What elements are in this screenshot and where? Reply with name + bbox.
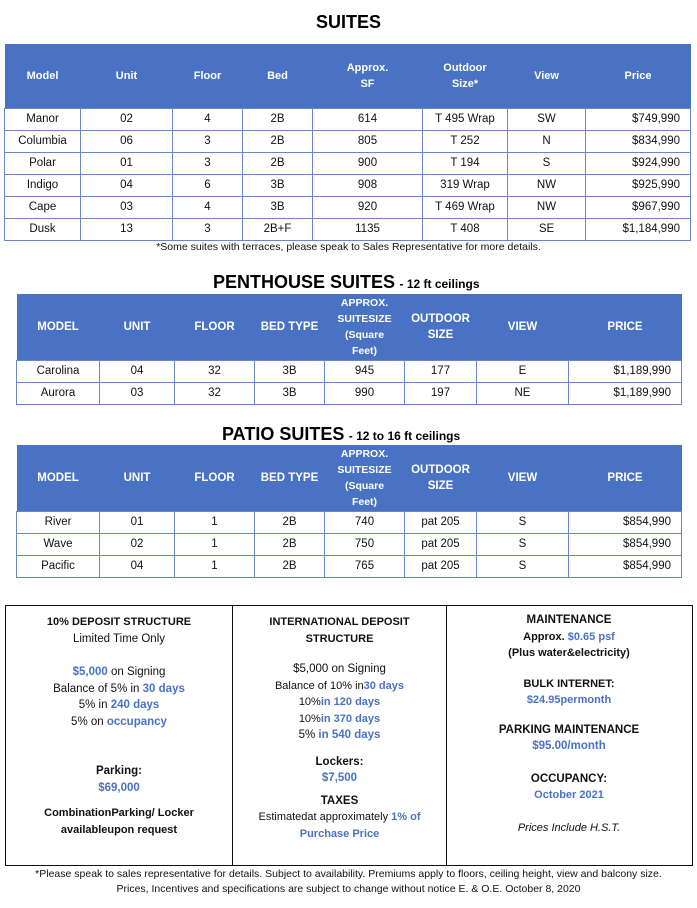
header-cell: Approx. SF bbox=[313, 44, 423, 108]
table-row bbox=[5, 130, 691, 152]
table-cell: 03 bbox=[81, 196, 173, 218]
table-cell: 4 bbox=[173, 196, 243, 218]
footer-line2: Prices, Incentives and specifications are subject to change without notice E. & O.E. October 8, 2020 bbox=[116, 883, 581, 895]
table-cell: $854,990 bbox=[569, 533, 682, 555]
parking-maint-label: PARKING MAINTENANCE bbox=[498, 723, 640, 736]
table-cell: $854,990 bbox=[569, 555, 682, 577]
lockers-price: $7,500 bbox=[321, 772, 358, 784]
intl-title-2: STRUCTURE bbox=[305, 632, 374, 645]
table-cell: 920 bbox=[313, 196, 423, 218]
maintenance-column bbox=[447, 606, 691, 865]
table-cell: $749,990 bbox=[586, 108, 691, 130]
table-cell: 990 bbox=[325, 382, 405, 404]
header-cell: FLOOR bbox=[175, 294, 255, 360]
table-cell: 614 bbox=[313, 108, 423, 130]
deposit-column bbox=[6, 606, 233, 865]
table-row bbox=[5, 218, 691, 240]
table-row bbox=[17, 382, 682, 404]
table-cell: 945 bbox=[325, 360, 405, 382]
header-cell: OUTDOOR SIZE bbox=[405, 445, 477, 511]
header-cell: APPROX. SUITESIZE (Square Feet) bbox=[325, 294, 405, 360]
header-cell: PRICE bbox=[569, 445, 682, 511]
deposit-signing: $5,000 on Signing bbox=[72, 666, 166, 678]
table-cell: Pacific bbox=[17, 555, 100, 577]
header-cell: UNIT bbox=[100, 294, 175, 360]
table-cell: Cape bbox=[5, 196, 81, 218]
table-cell: 13 bbox=[81, 218, 173, 240]
table-cell: S bbox=[477, 555, 569, 577]
table-cell: 740 bbox=[325, 511, 405, 533]
table-cell: 1135 bbox=[313, 218, 423, 240]
table-cell: pat 205 bbox=[405, 555, 477, 577]
table-cell: 197 bbox=[405, 382, 477, 404]
table-cell: 1 bbox=[175, 555, 255, 577]
table-cell: 1 bbox=[175, 511, 255, 533]
table-cell: Aurora bbox=[17, 382, 100, 404]
table-cell: 3 bbox=[173, 218, 243, 240]
table-cell: 2B bbox=[243, 152, 313, 174]
header-cell: Unit bbox=[81, 44, 173, 108]
table-cell: Wave bbox=[17, 533, 100, 555]
table-cell: NE bbox=[477, 382, 569, 404]
table-cell: 2B bbox=[255, 555, 325, 577]
table-cell: T 408 bbox=[423, 218, 508, 240]
table-cell: 3B bbox=[243, 196, 313, 218]
table-cell: T 495 Wrap bbox=[423, 108, 508, 130]
table-cell: S bbox=[477, 533, 569, 555]
table-cell: Manor bbox=[5, 108, 81, 130]
table-cell: $925,990 bbox=[586, 174, 691, 196]
lockers-label: Lockers: bbox=[315, 755, 364, 768]
header-cell: VIEW bbox=[477, 445, 569, 511]
patio-title: PATIO SUITES - 12 to 16 ft ceilings bbox=[222, 424, 461, 444]
penthouse-subtitle: - 12 ft ceilings bbox=[399, 277, 480, 291]
table-cell: SW bbox=[508, 108, 586, 130]
deposit-subtitle: Limited Time Only bbox=[72, 632, 166, 645]
table-cell: 03 bbox=[100, 382, 175, 404]
header-cell: FLOOR bbox=[175, 445, 255, 511]
table-cell: 4 bbox=[173, 108, 243, 130]
maintenance-title: MAINTENANCE bbox=[526, 614, 612, 626]
header-cell: Model bbox=[5, 44, 81, 108]
header-cell: MODEL bbox=[17, 445, 100, 511]
table-cell: 06 bbox=[81, 130, 173, 152]
table-cell: 3B bbox=[255, 360, 325, 382]
table-cell: 04 bbox=[81, 174, 173, 196]
suites-title: SUITES bbox=[315, 12, 381, 32]
intl-title-1: INTERNATIONAL DEPOSIT bbox=[269, 616, 410, 628]
table-cell: 900 bbox=[313, 152, 423, 174]
table-cell: 32 bbox=[175, 382, 255, 404]
deposit-title: 10% DEPOSIT STRUCTURE bbox=[46, 616, 192, 628]
table-cell: Carolina bbox=[17, 360, 100, 382]
table-cell: 3 bbox=[173, 130, 243, 152]
penthouse-table bbox=[16, 294, 682, 405]
table-cell: $854,990 bbox=[569, 511, 682, 533]
table-cell: 319 Wrap bbox=[423, 174, 508, 196]
table-cell: $924,990 bbox=[586, 152, 691, 174]
table-cell: 2B bbox=[243, 108, 313, 130]
suites-note: *Some suites with terraces, please speak to Sales Representative for more details. bbox=[156, 241, 541, 253]
table-cell: NW bbox=[508, 196, 586, 218]
table-cell: T 252 bbox=[423, 130, 508, 152]
hst-note: Prices Include H.S.T. bbox=[517, 821, 621, 834]
header-cell: VIEW bbox=[477, 294, 569, 360]
header-cell: BED TYPE bbox=[255, 294, 325, 360]
header-cell: MODEL bbox=[17, 294, 100, 360]
table-row bbox=[5, 174, 691, 196]
table-cell: T 469 Wrap bbox=[423, 196, 508, 218]
table-cell: 3B bbox=[255, 382, 325, 404]
table-cell: Polar bbox=[5, 152, 81, 174]
international-column bbox=[233, 606, 447, 865]
table-row bbox=[17, 533, 682, 555]
table-cell: $1,184,990 bbox=[586, 218, 691, 240]
header-cell: Price bbox=[586, 44, 691, 108]
taxes-text: Estimatedat approximately 1% of bbox=[258, 811, 421, 823]
deposit-balance: Balance of 5% in 30 days bbox=[53, 682, 185, 695]
patio-table bbox=[16, 445, 682, 578]
table-row bbox=[5, 108, 691, 130]
table-cell: 01 bbox=[100, 511, 175, 533]
table-cell: $834,990 bbox=[586, 130, 691, 152]
table-cell: S bbox=[508, 152, 586, 174]
table-cell: SE bbox=[508, 218, 586, 240]
table-row bbox=[5, 152, 691, 174]
header-cell: Bed bbox=[243, 44, 313, 108]
header-cell: Outdoor Size* bbox=[423, 44, 508, 108]
internet-value: $24.95permonth bbox=[526, 694, 612, 706]
table-cell: 908 bbox=[313, 174, 423, 196]
table-cell: 02 bbox=[100, 533, 175, 555]
table-cell: 32 bbox=[175, 360, 255, 382]
maintenance-plus: (Plus water&electricity) bbox=[508, 647, 630, 659]
table-cell: S bbox=[477, 511, 569, 533]
table-cell: 2B bbox=[243, 130, 313, 152]
table-cell: 02 bbox=[81, 108, 173, 130]
combo-line2: availableupon request bbox=[60, 823, 178, 836]
info-box bbox=[5, 605, 693, 866]
table-cell: 04 bbox=[100, 555, 175, 577]
table-cell: NW bbox=[508, 174, 586, 196]
table-cell: 01 bbox=[81, 152, 173, 174]
table-cell: 04 bbox=[100, 360, 175, 382]
table-cell: 2B+F bbox=[243, 218, 313, 240]
table-cell: 750 bbox=[325, 533, 405, 555]
table-cell: 177 bbox=[405, 360, 477, 382]
taxes-label: TAXES bbox=[320, 794, 359, 807]
table-cell: 2B bbox=[255, 511, 325, 533]
table-cell: Dusk bbox=[5, 218, 81, 240]
intl-line3: 10%in 370 days bbox=[298, 712, 381, 725]
table-cell: Columbia bbox=[5, 130, 81, 152]
header-cell: BED TYPE bbox=[255, 445, 325, 511]
penthouse-title: PENTHOUSE SUITES - 12 ft ceilings bbox=[213, 272, 480, 292]
table-cell: 765 bbox=[325, 555, 405, 577]
patio-subtitle: - 12 to 16 ft ceilings bbox=[348, 429, 461, 443]
table-cell: 6 bbox=[173, 174, 243, 196]
intl-line2: 10%in 120 days bbox=[298, 696, 381, 708]
table-cell: E bbox=[477, 360, 569, 382]
deposit-third: 5% on occupancy bbox=[71, 715, 167, 728]
table-cell: 1 bbox=[175, 533, 255, 555]
header-cell: Floor bbox=[173, 44, 243, 108]
table-cell: $1,189,990 bbox=[569, 382, 682, 404]
occupancy-value: October 2021 bbox=[534, 789, 604, 801]
parking-price: $69,000 bbox=[98, 781, 140, 794]
table-cell: River bbox=[17, 511, 100, 533]
header-cell: View bbox=[508, 44, 586, 108]
table-cell: $967,990 bbox=[586, 196, 691, 218]
table-cell: pat 205 bbox=[405, 533, 477, 555]
suites-table bbox=[4, 44, 691, 241]
taxes-tail: Purchase Price bbox=[299, 827, 380, 840]
header-cell: APPROX. SUITESIZE (Square Feet) bbox=[325, 445, 405, 511]
table-cell: N bbox=[508, 130, 586, 152]
table-row bbox=[17, 555, 682, 577]
table-cell: 805 bbox=[313, 130, 423, 152]
internet-label: BULK INTERNET: bbox=[523, 677, 615, 690]
table-cell: T 194 bbox=[423, 152, 508, 174]
table-row bbox=[17, 360, 682, 382]
occupancy-label: OCCUPANCY: bbox=[530, 772, 608, 785]
table-row bbox=[17, 511, 682, 533]
table-row bbox=[5, 196, 691, 218]
table-cell: 3B bbox=[243, 174, 313, 196]
footer-line1: *Please speak to sales representative for details. Subject to availability. Premiums apply to floors, ceiling height, view and balcony size. bbox=[35, 868, 662, 880]
intl-line4: 5% in 540 days bbox=[298, 729, 381, 741]
intl-balance: Balance of 10% in30 days bbox=[274, 679, 405, 692]
combo-line1: CombinationParking/ Locker bbox=[44, 807, 194, 819]
table-cell: $1,189,990 bbox=[569, 360, 682, 382]
header-cell: UNIT bbox=[100, 445, 175, 511]
table-cell: Indigo bbox=[5, 174, 81, 196]
header-cell: PRICE bbox=[569, 294, 682, 360]
deposit-second: 5% in 240 days bbox=[78, 699, 160, 711]
footer bbox=[0, 867, 697, 897]
maintenance-approx: Approx. $0.65 psf bbox=[523, 630, 615, 643]
table-cell: 3 bbox=[173, 152, 243, 174]
parking-label: Parking: bbox=[95, 765, 142, 777]
table-cell: 2B bbox=[255, 533, 325, 555]
parking-maint-value: $95.00/month bbox=[532, 740, 606, 752]
intl-signing: $5,000 on Signing bbox=[293, 663, 386, 675]
table-cell: pat 205 bbox=[405, 511, 477, 533]
header-cell: OUTDOOR SIZE bbox=[405, 294, 477, 360]
